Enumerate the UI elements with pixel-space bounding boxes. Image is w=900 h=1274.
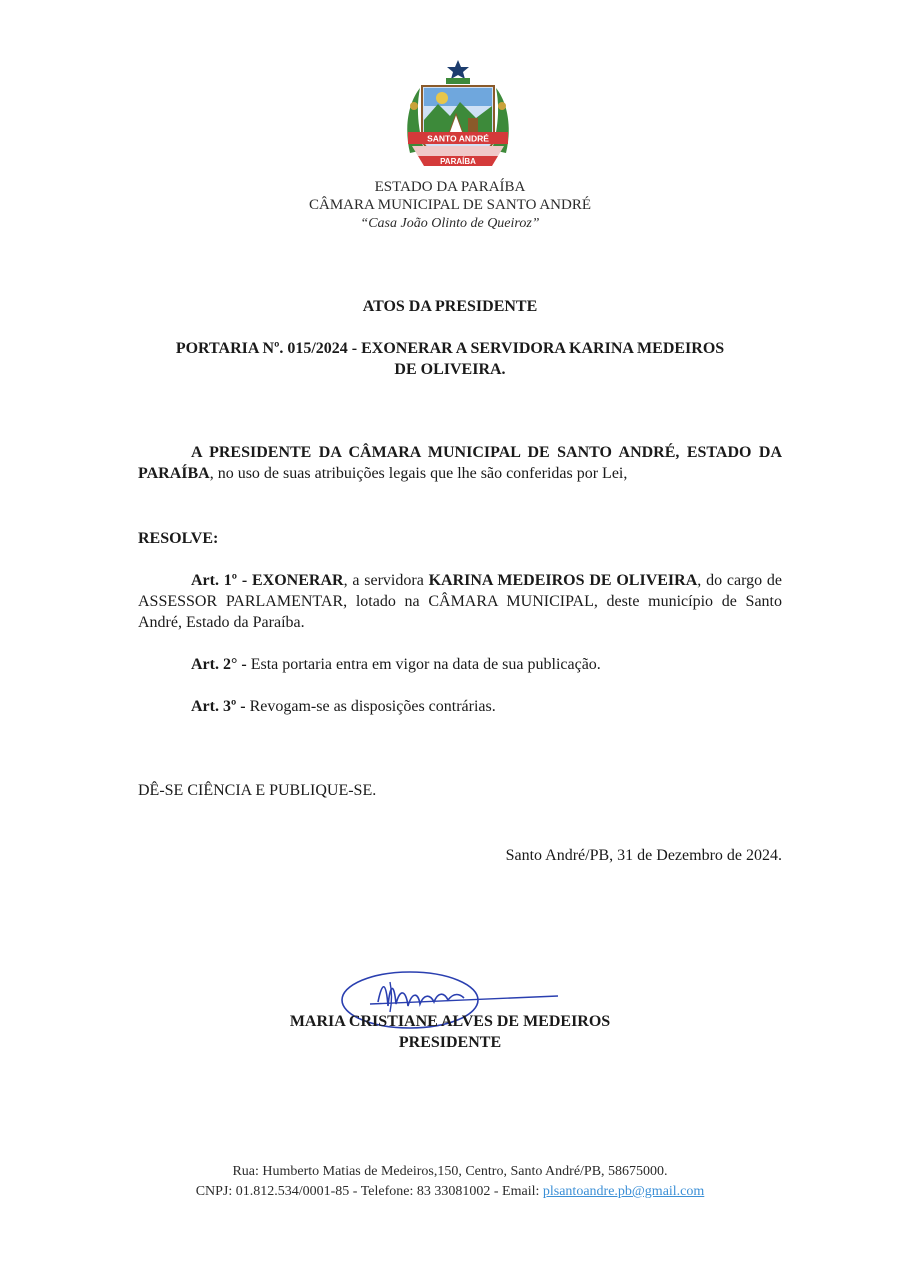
preamble-rest: , no uso de suas atribuições legais que lhe são conferidas por Lei, (209, 465, 628, 482)
email-link[interactable]: plsantoandre.pb@gmail.com (542, 1184, 705, 1199)
footer-address: Rua: Humberto Matias de Medeiros,150, Centro, Santo André/PB, 58675000. (232, 1164, 668, 1179)
footer-contacts: CNPJ: 01.812.534/0001-85 - Telefone: 83 33081002 - Email: plsantoandre.pb@gmail.com (195, 1184, 705, 1199)
municipal-crest-icon (398, 58, 518, 176)
crest-text-bottom: PARAÍBA (440, 157, 476, 166)
chamber-heading: CÂMARA MUNICIPAL DE SANTO ANDRÉ (309, 197, 591, 213)
place-date: Santo André/PB, 31 de Dezembro de 2024. (505, 847, 782, 864)
house-name: “Casa João Olinto de Queiroz” (360, 216, 540, 231)
signatory-role: PRESIDENTE (398, 1034, 502, 1051)
closing-statement: DÊ-SE CIÊNCIA E PUBLIQUE-SE. (138, 782, 377, 799)
section-title: ATOS DA PRESIDENTE (362, 298, 538, 315)
article-2-label: Art. 2° - (191, 656, 251, 673)
preamble-paragraph (138, 442, 782, 484)
signatory-name: MARIA CRISTIANE ALVES DE MEDEIROS (289, 1013, 611, 1030)
article-1: Art. 1º - EXONERAR, a servidora KARINA MEDEIROS DE OLIVEIRA, do cargo de ASSESSOR PARLAMENTAR, lotado na CÂMARA MUNICIPAL, deste município de Santo André, Estado da Paraíba. (138, 572, 783, 631)
state-heading: ESTADO DA PARAÍBA (374, 179, 526, 195)
article-1-action: EXONERAR (252, 572, 344, 589)
portaria-title-line2: DE OLIVEIRA. (394, 361, 506, 378)
article-1-name: KARINA MEDEIROS DE OLIVEIRA (428, 572, 698, 589)
article-3-label: Art. 3º - (191, 698, 250, 715)
article-1-label: Art. 1º - (191, 572, 252, 589)
article-3: Art. 3º - Revogam-se as disposições contrárias. (191, 698, 496, 715)
resolve-heading: RESOLVE: (138, 530, 219, 547)
portaria-title-line1: PORTARIA Nº. 015/2024 - EXONERAR A SERVIDORA KARINA MEDEIROS (175, 340, 725, 357)
preamble-bold: A PRESIDENTE DA CÂMARA MUNICIPAL DE SANTO ANDRÉ, ESTADO DA PARAÍBA (138, 444, 782, 482)
article-2: Art. 2° - Esta portaria entra em vigor na data de sua publicação. (191, 656, 601, 673)
crest-text-top: SANTO ANDRÉ (427, 133, 489, 144)
